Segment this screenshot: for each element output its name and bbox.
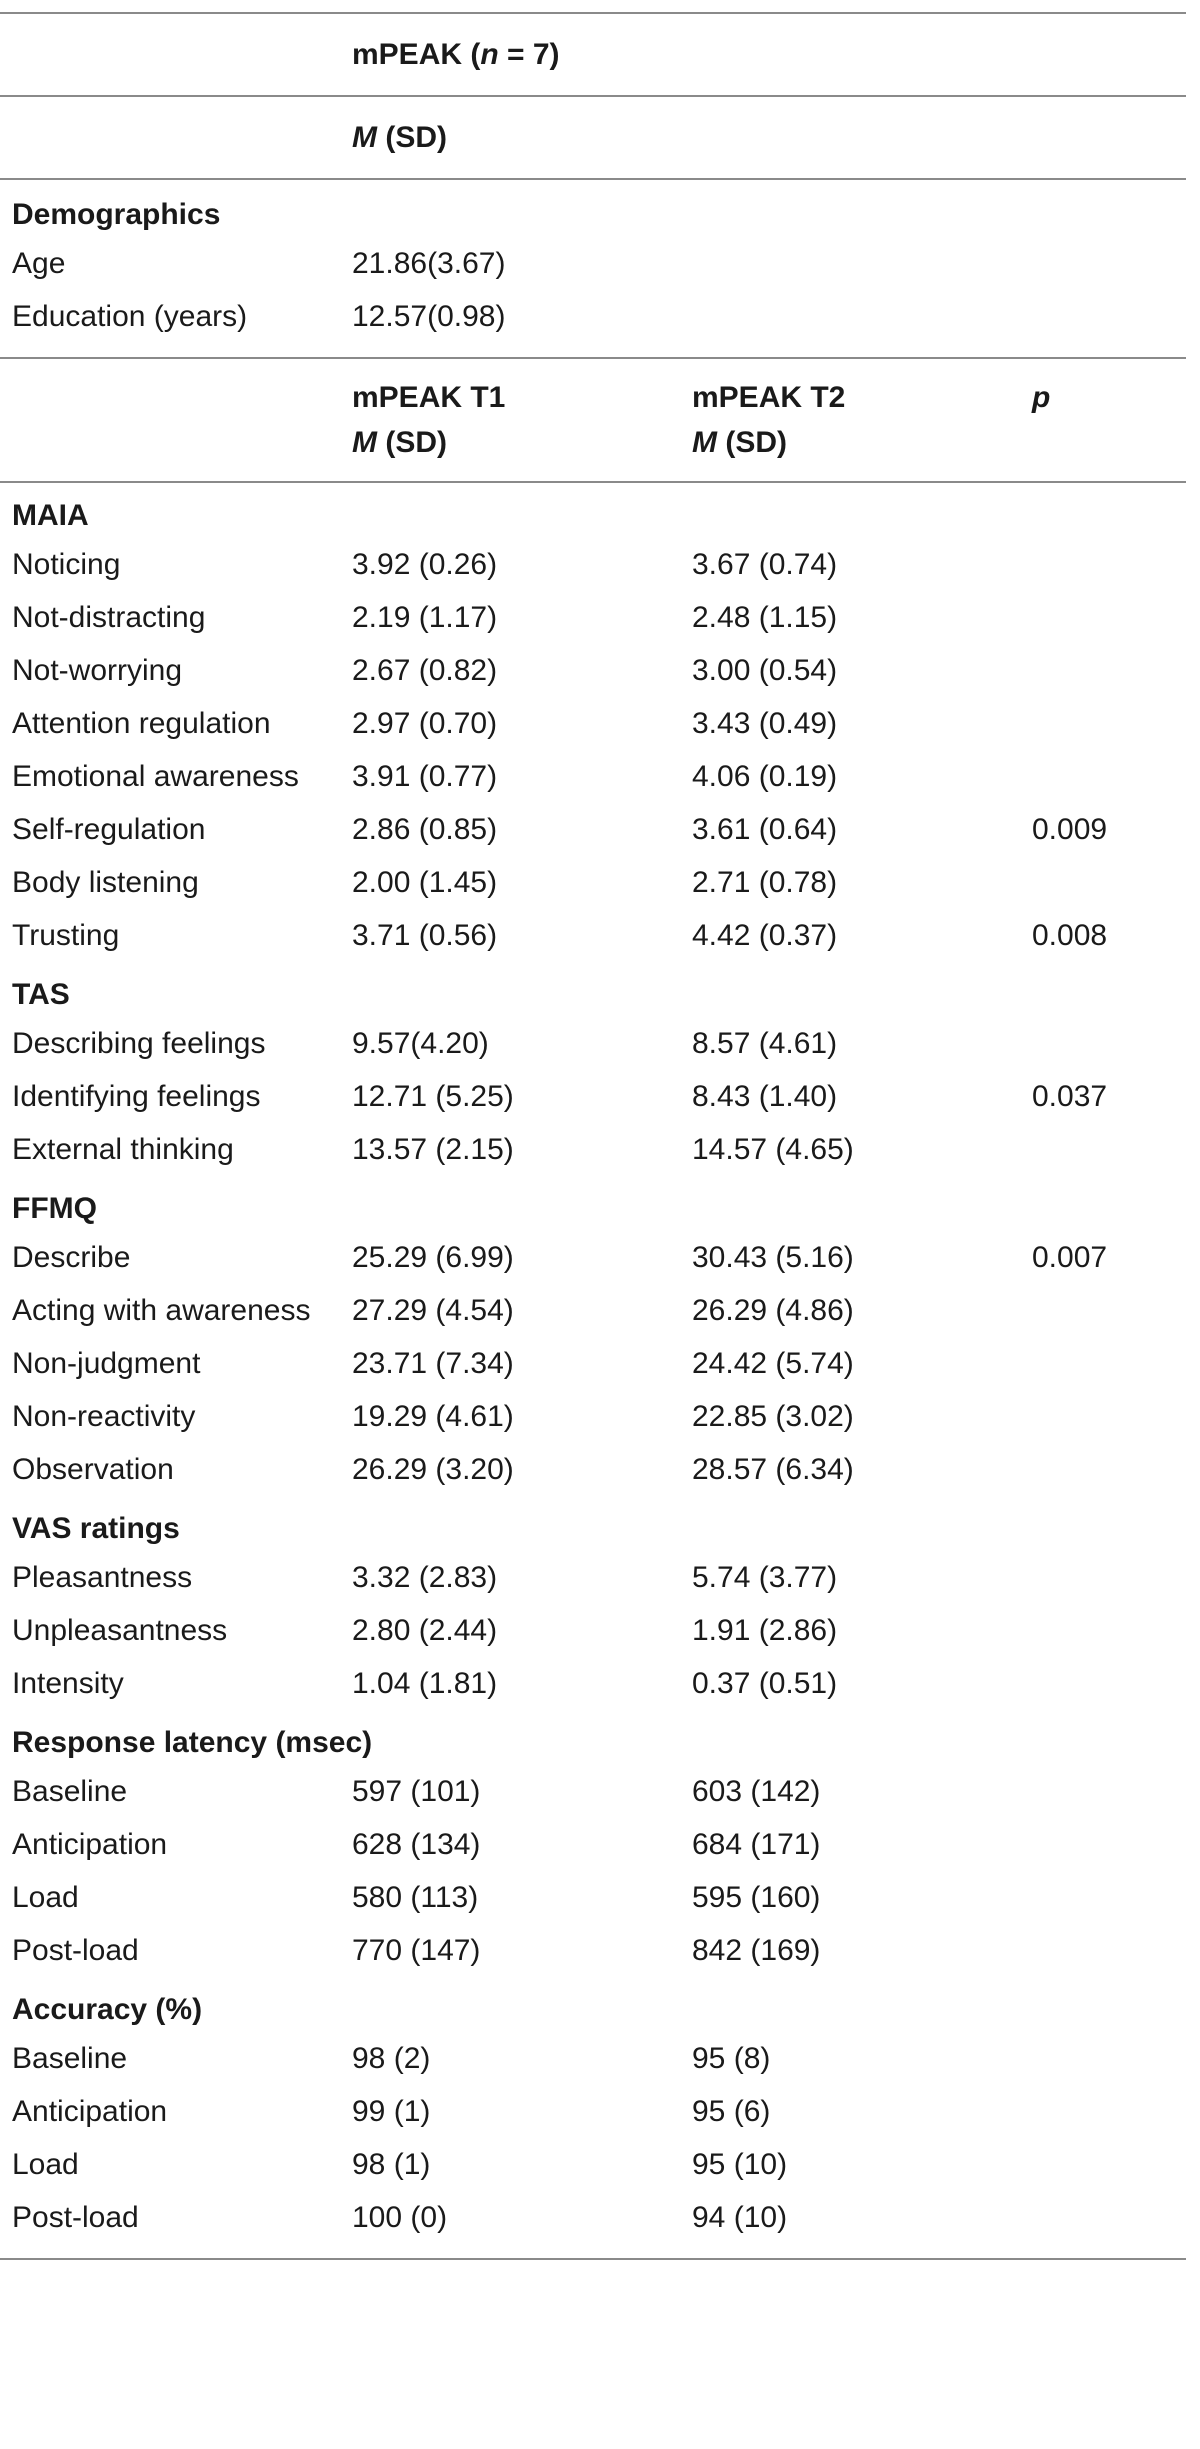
cell-t1: 2.19 (1.17)	[352, 601, 498, 634]
section-title: Response latency (msec)	[12, 1726, 373, 1759]
cell-t2: 842 (169)	[692, 1934, 821, 1967]
table-row	[0, 1604, 1186, 1657]
table-row	[0, 1017, 1186, 1070]
table-row	[0, 856, 1186, 909]
cell-t2: 2.71 (0.78)	[692, 866, 838, 899]
cell-t1: 1.04 (1.81)	[352, 1667, 498, 1700]
cell-p	[1020, 1443, 1186, 1496]
row-label: Describe	[12, 1241, 131, 1274]
cell-p	[1020, 856, 1186, 909]
cell-p	[1020, 1604, 1186, 1657]
col-header-p: p	[1020, 358, 1186, 482]
table-row	[0, 591, 1186, 644]
row-label: Noticing	[12, 548, 121, 581]
cell-t1: 3.91 (0.77)	[352, 760, 498, 793]
cell-p	[1020, 697, 1186, 750]
cell-t2: 30.43 (5.16)	[692, 1241, 854, 1274]
cell-t1: 98 (1)	[352, 2148, 431, 2181]
cell-t1: 13.57 (2.15)	[352, 1133, 514, 1166]
row-label: Identifying feelings	[12, 1080, 261, 1113]
row-label: Not-distracting	[12, 601, 206, 634]
cell-p	[1020, 1017, 1186, 1070]
cell-t2: 4.42 (0.37)	[692, 919, 838, 952]
cell-t2: 24.42 (5.74)	[692, 1347, 854, 1380]
row-label: Age	[12, 247, 66, 280]
table-row	[0, 1337, 1186, 1390]
table-row	[0, 644, 1186, 697]
empty-cell	[1020, 237, 1186, 290]
row-label: Anticipation	[12, 1828, 168, 1861]
empty-cell	[0, 358, 340, 482]
table-row	[0, 1443, 1186, 1496]
n-value: = 7)	[498, 38, 560, 71]
empty-cell	[680, 237, 1020, 290]
cell-t2: 95 (6)	[692, 2095, 771, 2128]
cell-p	[1020, 1284, 1186, 1337]
cell-t2: 3.43 (0.49)	[692, 707, 838, 740]
group-header	[340, 13, 680, 96]
cell-t2: 595 (160)	[692, 1881, 821, 1914]
row-label: Post-load	[12, 1934, 139, 1967]
row-label: Self-regulation	[12, 813, 206, 846]
cell-p	[1020, 1390, 1186, 1443]
cell-t2: 2.48 (1.15)	[692, 601, 838, 634]
section-row	[0, 1496, 1186, 1551]
row-label: Not-worrying	[12, 654, 183, 687]
cell-t2: 0.37 (0.51)	[692, 1667, 838, 1700]
cell-t1: 2.97 (0.70)	[352, 707, 498, 740]
table-row	[0, 1765, 1186, 1818]
table-row	[0, 2085, 1186, 2138]
cell-t2: 5.74 (3.77)	[692, 1561, 838, 1594]
t2-m: M	[692, 426, 717, 459]
cell-t1: 2.86 (0.85)	[352, 813, 498, 846]
cell-t1: 27.29 (4.54)	[352, 1294, 514, 1327]
column-header-row	[0, 358, 1186, 482]
cell-t1: 3.71 (0.56)	[352, 919, 498, 952]
section-row	[0, 482, 1186, 538]
cell-t2: 94 (10)	[680, 2191, 1020, 2259]
empty-cell	[1020, 13, 1186, 96]
section-row-demographics	[0, 179, 1186, 237]
row-label: Non-judgment	[12, 1347, 201, 1380]
stat-sd: (SD)	[377, 121, 447, 154]
table-row	[0, 2032, 1186, 2085]
n-symbol: n	[480, 38, 499, 71]
cell-t1: 2.67 (0.82)	[352, 654, 498, 687]
cell-p	[1020, 1551, 1186, 1604]
table-row	[0, 2191, 1186, 2259]
row-label: Load	[12, 2148, 79, 2181]
cell-t2: 14.57 (4.65)	[692, 1133, 854, 1166]
cell-p	[1020, 1924, 1186, 1977]
cell-p	[1020, 2085, 1186, 2138]
row-label: Baseline	[12, 2042, 128, 2075]
cell-p	[1020, 1657, 1186, 1710]
table-row	[0, 1070, 1186, 1123]
stat-header-row	[0, 96, 1186, 179]
table-row	[0, 1231, 1186, 1284]
t1-title: mPEAK T1	[352, 381, 506, 414]
row-label: Describing feelings	[12, 1027, 266, 1060]
cell-t2: 1.91 (2.86)	[692, 1614, 838, 1647]
t2-sd: (SD)	[717, 426, 787, 459]
section-title: TAS	[12, 978, 70, 1011]
cell-t2: 603 (142)	[692, 1775, 821, 1808]
table-row	[0, 1390, 1186, 1443]
empty-cell	[680, 13, 1020, 96]
cell-t2: 3.61 (0.64)	[692, 813, 838, 846]
cell-p: 0.037	[1032, 1080, 1108, 1113]
row-label: Post-load	[0, 2191, 340, 2259]
cell-t2: 684 (171)	[692, 1828, 821, 1861]
table-row	[0, 909, 1186, 962]
group-header-row	[0, 13, 1186, 96]
section-row	[0, 1977, 1186, 2032]
cell-t1: 25.29 (6.99)	[352, 1241, 514, 1274]
table-row	[0, 1871, 1186, 1924]
row-label: Pleasantness	[12, 1561, 193, 1594]
cell-t1: 100 (0)	[340, 2191, 680, 2259]
stat-m: M	[352, 121, 377, 154]
row-label: Trusting	[12, 919, 120, 952]
cell-t1: 9.57(4.20)	[352, 1027, 489, 1060]
empty-cell	[0, 96, 340, 179]
row-label: Unpleasantness	[12, 1614, 228, 1647]
cell-t1: 26.29 (3.20)	[352, 1453, 514, 1486]
cell-t1: 3.92 (0.26)	[352, 548, 498, 581]
row-label: Emotional awareness	[12, 760, 299, 793]
cell-t2: 26.29 (4.86)	[692, 1294, 854, 1327]
cell-t2: 28.57 (6.34)	[692, 1453, 854, 1486]
section-row	[0, 1710, 1186, 1765]
row-label: Intensity	[12, 1667, 124, 1700]
col-header-t1	[340, 358, 680, 482]
cell-p	[1020, 538, 1186, 591]
cell-p	[1020, 1337, 1186, 1390]
section-title: MAIA	[12, 499, 89, 532]
cell-p	[1020, 2191, 1186, 2259]
cell-p	[1020, 1765, 1186, 1818]
table-row	[0, 1551, 1186, 1604]
empty-cell	[1020, 290, 1186, 358]
section-row	[0, 1176, 1186, 1231]
cell-t2: 8.43 (1.40)	[692, 1080, 838, 1113]
t1-sd: (SD)	[377, 426, 447, 459]
cell-t2: 3.00 (0.54)	[692, 654, 838, 687]
row-label: Attention regulation	[12, 707, 271, 740]
cell-t2: 4.06 (0.19)	[692, 760, 838, 793]
cell-p	[1020, 750, 1186, 803]
cell-t1: 98 (2)	[352, 2042, 431, 2075]
cell-t1: 19.29 (4.61)	[352, 1400, 514, 1433]
table-row	[0, 237, 1186, 290]
cell-p: 0.009	[1032, 813, 1108, 846]
cell-p	[1020, 2138, 1186, 2191]
row-label: Baseline	[12, 1775, 128, 1808]
empty-cell	[680, 290, 1020, 358]
table-row	[0, 1818, 1186, 1871]
table-row	[0, 1284, 1186, 1337]
table-row	[0, 697, 1186, 750]
cell-p	[1020, 1123, 1186, 1176]
row-value: 12.57(0.98)	[340, 290, 680, 358]
table-body	[0, 13, 1186, 2259]
empty-cell	[1020, 96, 1186, 179]
section-title: Accuracy (%)	[12, 1993, 203, 2026]
table-row	[0, 538, 1186, 591]
row-label: Load	[12, 1881, 79, 1914]
cell-t2: 8.57 (4.61)	[692, 1027, 838, 1060]
row-label: Education (years)	[0, 290, 340, 358]
row-label: Non-reactivity	[12, 1400, 196, 1433]
cell-p	[1020, 2032, 1186, 2085]
section-title: FFMQ	[12, 1192, 97, 1225]
table-row	[0, 1123, 1186, 1176]
row-value: 21.86(3.67)	[352, 247, 506, 280]
table-row	[0, 1657, 1186, 1710]
cell-p: 0.007	[1032, 1241, 1108, 1274]
cell-p	[1020, 644, 1186, 697]
section-title: VAS ratings	[12, 1512, 180, 1545]
empty-cell	[0, 13, 340, 96]
results-table	[0, 12, 1186, 2260]
row-label: Observation	[12, 1453, 174, 1486]
row-label: Acting with awareness	[12, 1294, 311, 1327]
group-label: mPEAK (	[352, 38, 481, 71]
cell-t1: 2.00 (1.45)	[352, 866, 498, 899]
row-label: External thinking	[12, 1133, 234, 1166]
cell-t1: 23.71 (7.34)	[352, 1347, 514, 1380]
cell-t1: 770 (147)	[352, 1934, 481, 1967]
table-row	[0, 1924, 1186, 1977]
t2-title: mPEAK T2	[692, 381, 846, 414]
table-row	[0, 803, 1186, 856]
cell-t2: 95 (8)	[692, 2042, 771, 2075]
table-row	[0, 290, 1186, 358]
cell-t1: 580 (113)	[352, 1881, 479, 1914]
section-row	[0, 962, 1186, 1017]
table-row	[0, 750, 1186, 803]
cell-t2: 95 (10)	[692, 2148, 788, 2181]
t1-m: M	[352, 426, 377, 459]
cell-p: 0.008	[1032, 919, 1108, 952]
cell-t2: 3.67 (0.74)	[692, 548, 838, 581]
empty-cell	[680, 96, 1020, 179]
row-label: Anticipation	[12, 2095, 168, 2128]
cell-t1: 99 (1)	[352, 2095, 431, 2128]
cell-t1: 3.32 (2.83)	[352, 1561, 498, 1594]
col-header-t2	[680, 358, 1020, 482]
cell-t1: 628 (134)	[352, 1828, 481, 1861]
cell-t1: 12.71 (5.25)	[352, 1080, 514, 1113]
cell-t1: 2.80 (2.44)	[352, 1614, 498, 1647]
section-title: Demographics	[12, 198, 221, 231]
cell-t2: 22.85 (3.02)	[692, 1400, 854, 1433]
cell-p	[1020, 1871, 1186, 1924]
cell-p	[1020, 591, 1186, 644]
table-row	[0, 2138, 1186, 2191]
cell-t1: 597 (101)	[352, 1775, 481, 1808]
cell-p	[1020, 1818, 1186, 1871]
stat-header	[340, 96, 680, 179]
row-label: Body listening	[12, 866, 199, 899]
